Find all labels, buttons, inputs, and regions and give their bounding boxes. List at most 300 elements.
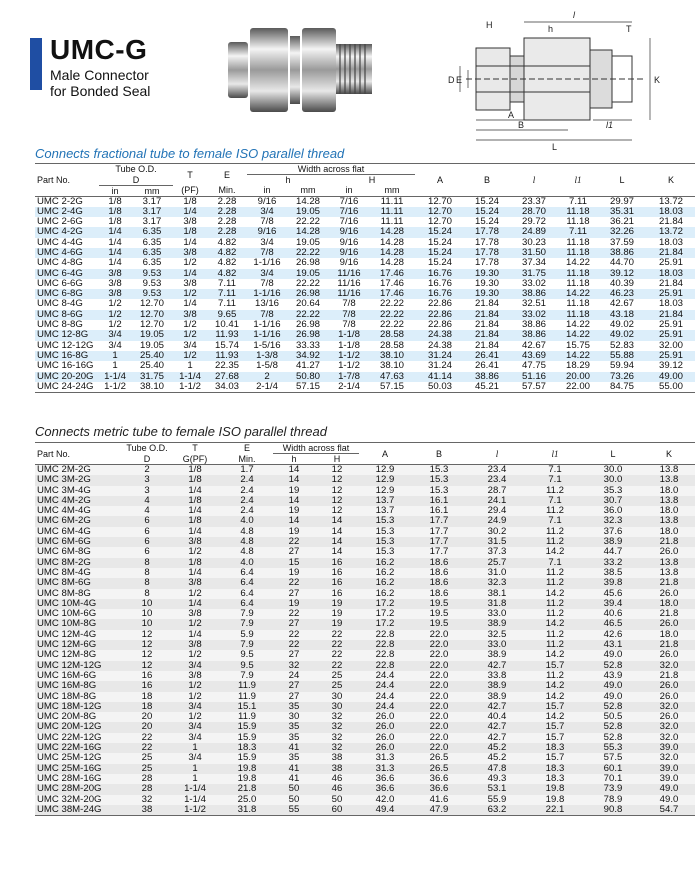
table-cell: 1/4 [108,257,122,269]
part-number-cell: UMC 8M-4G [37,566,91,578]
table-cell: 7.11 [218,288,236,300]
part-number-cell: UMC 4-6G [37,246,83,258]
table-cell: 1-1/4 [179,370,201,382]
product-photo [220,18,380,120]
table-cell: 59.94 [609,360,634,372]
table-cell: 25.91 [658,319,683,331]
table-cell: 49.02 [609,319,634,331]
table-cell: 44.7 [603,546,623,558]
table-cell: 12.9 [375,474,395,486]
part-number-cell: UMC 4M-2G [37,494,91,506]
table-cell: 14.2 [545,546,565,558]
table-cell: 22.0 [429,690,449,702]
table-cell: 1/2 [108,308,122,320]
table-cell: 19.8 [237,762,257,774]
col-B: B [435,448,442,459]
table-cell: 1-1/4 [104,370,126,382]
table-cell: 4.82 [217,267,237,279]
table-cell: 47.9 [429,803,449,815]
fractional-table-row [35,217,695,227]
table-cell: 11.9 [238,711,256,723]
table-cell: 26.0 [375,711,395,723]
table-cell: 57.5 [603,752,623,764]
table-cell: 19.5 [429,608,449,620]
table-cell: 24.38 [427,339,452,351]
fractional-table-row [35,269,695,279]
table-cell: 14.28 [379,236,404,248]
table-cell: 38.9 [487,649,507,661]
table-cell: 4.82 [217,257,237,269]
part-number-cell: UMC 2M-2G [37,464,91,475]
col-h: h [291,454,297,464]
table-cell: 24.38 [427,329,452,341]
table-cell: 55.9 [487,793,507,805]
part-number-cell: UMC 4-4G [37,236,83,248]
table-cell: 11.18 [566,277,590,289]
table-cell: 38.86 [521,329,546,341]
table-cell: 26.0 [659,680,679,692]
table-cell: 18.03 [658,236,683,248]
subtitle-line-1: Male Connector [50,67,149,83]
part-number-cell: UMC 22M-16G [37,742,102,754]
table-cell: 1-1/16 [253,257,281,269]
table-cell: 17.78 [474,257,499,269]
table-cell: 1-1/16 [253,288,281,300]
col-gpf: G(PF) [182,453,208,464]
metric-table-row [35,692,695,702]
table-cell: 3/8 [188,639,202,651]
table-cell: 27 [288,649,300,661]
table-cell: 31.24 [427,349,452,361]
table-cell: 41 [288,772,300,784]
table-cell: 46 [331,772,343,784]
table-cell: 11.9 [238,690,256,702]
table-cell: 22 [288,608,300,620]
table-cell: 3/4 [188,700,202,712]
table-cell: 32 [331,711,343,723]
table-cell: 22.00 [565,380,590,392]
table-cell: 7/8 [342,298,356,310]
table-cell: 1 [112,349,118,361]
col-A: A [381,448,388,459]
table-cell: 40.39 [609,277,634,289]
table-cell: 11.18 [566,246,590,258]
table-cell: 38.9 [487,690,507,702]
part-number-cell: UMC 20M-12G [37,721,102,733]
table-cell: 14.2 [545,711,565,723]
table-cell: 22.1 [545,803,565,815]
diagram-label-l1: l1 [606,120,614,130]
col-l1: l1 [551,448,559,459]
table-cell: 73.26 [609,370,634,382]
table-cell: 19.05 [139,329,164,341]
table-cell: 19.05 [295,267,320,279]
table-cell: 6.4 [240,587,254,599]
metric-table-row [35,671,695,681]
table-cell: 17.46 [379,277,404,289]
table-cell: 36.6 [375,772,395,784]
table-cell: 36.21 [609,216,634,228]
table-cell: 19.8 [237,772,257,784]
part-number-cell: UMC 6M-2G [37,515,91,527]
table-cell: 22.22 [295,277,320,289]
table-cell: 3/4 [183,339,197,351]
table-cell: 21.84 [474,319,499,331]
table-cell: 14 [331,536,343,548]
table-cell: 11.2 [546,597,564,609]
table-cell: 45.2 [487,742,507,754]
table-cell: 25.91 [658,288,683,300]
table-cell: 22.0 [429,742,449,754]
table-cell: 5.9 [240,628,254,640]
diagram-label-D: D [448,75,455,85]
table-cell: 8 [144,577,150,589]
table-cell: 38.9 [487,680,507,692]
table-cell: 52.8 [603,731,623,743]
table-cell: 1-5/8 [256,360,278,372]
table-cell: 31.24 [427,360,452,372]
table-cell: 19.05 [295,205,320,217]
table-cell: 29.97 [609,195,634,207]
table-cell: 1/4 [183,298,197,310]
metric-table-row [35,795,695,805]
table-cell: 3/4 [188,721,202,733]
table-cell: 3/8 [108,277,122,289]
part-number-cell: UMC 6-6G [37,277,83,289]
table-cell: 1/4 [188,566,202,578]
metric-table-row [35,558,695,568]
table-cell: 50 [288,793,300,805]
table-cell: 11.2 [546,566,564,578]
table-cell: 2.28 [217,205,237,217]
part-number-cell: UMC 6-8G [37,288,83,300]
table-cell: 1/4 [108,236,122,248]
col-B: B [483,174,490,185]
table-cell: 32 [141,793,153,805]
part-number-cell: UMC 22M-12G [37,731,102,743]
table-cell: 10 [141,597,153,609]
part-number-cell: UMC 10M-6G [37,608,97,620]
part-number-cell: UMC 12M-12G [37,659,102,671]
fractional-table-row [35,372,695,382]
table-cell: 30.7 [603,494,623,506]
table-cell: 3/4 [108,329,122,341]
table-cell: 43.18 [609,308,634,320]
table-cell: 25 [141,752,153,764]
table-cell: 1-1/2 [179,380,201,392]
table-cell: 32.0 [659,731,679,743]
table-cell: 26.98 [295,329,320,341]
table-cell: 18.29 [565,360,590,372]
fractional-table-row [35,310,695,320]
metric-table-row [35,640,695,650]
table-cell: 22.8 [375,649,395,661]
table-cell: 19 [331,597,343,609]
table-cell: 19.05 [295,236,320,248]
table-cell: 55.88 [609,349,634,361]
table-cell: 15.3 [375,536,395,548]
table-cell: 18.6 [429,566,449,578]
table-cell: 7.11 [218,298,236,310]
table-cell: 11.11 [380,216,404,228]
table-cell: 43.9 [603,669,623,681]
table-cell: 46 [331,783,343,795]
table-cell: 22.22 [379,308,404,320]
metric-table-row [35,702,695,712]
table-cell: 26.0 [659,711,679,723]
metric-table-row [35,506,695,516]
part-number-cell: UMC 12M-6G [37,639,97,651]
col-l1: l1 [574,174,582,185]
metric-table-row [35,547,695,557]
table-cell: 45.6 [603,587,623,599]
table-cell: 7/8 [342,319,356,331]
table-cell: 36.0 [603,505,623,517]
table-cell: 32.3 [487,577,507,589]
part-number-cell: UMC 24-24G [37,380,94,392]
table-cell: 1-1/2 [184,803,206,815]
table-cell: 3/8 [108,267,122,279]
table-cell: 33.02 [521,277,546,289]
table-cell: 4.82 [217,246,237,258]
table-cell: 7.1 [548,515,562,527]
table-cell: 38.9 [487,618,507,630]
table-cell: 60.1 [603,762,623,774]
diagram-label-l: l [573,10,575,20]
table-cell: 35.31 [609,205,634,217]
table-cell: 14.28 [295,226,320,238]
table-cell: 11/16 [337,277,361,289]
table-cell: 16.2 [375,587,395,599]
part-number-cell: UMC 4-2G [37,226,83,238]
table-cell: 1-3/8 [256,349,278,361]
table-cell: 9/16 [339,236,359,248]
table-cell: 38.86 [474,370,499,382]
table-cell: 28 [141,772,153,784]
table-cell: 30 [288,711,300,723]
table-cell: 1/2 [183,329,197,341]
col-l: l [532,174,536,185]
table-cell: 13.8 [659,566,679,578]
table-cell: 11.11 [380,195,404,207]
table-cell: 30 [331,700,343,712]
part-number-cell: UMC 8-6G [37,308,83,320]
table-cell: 1/2 [188,680,202,692]
table-cell: 11.2 [546,639,564,651]
table-cell: 25.7 [487,556,507,568]
table-cell: 40.6 [603,608,623,620]
table-cell: 11.2 [546,628,564,640]
table-cell: 25.91 [658,257,683,269]
table-cell: 11/16 [337,288,361,300]
table-cell: 49.02 [609,329,634,341]
table-cell: 32.0 [659,721,679,733]
table-cell: 2.4 [240,484,254,496]
table-cell: 15.7 [545,752,565,764]
metric-table-row [35,527,695,537]
part-number-cell: UMC 3M-4G [37,484,91,496]
table-cell: 1/2 [183,319,197,331]
table-cell: 22.0 [429,721,449,733]
table-cell: 3/8 [188,669,202,681]
table-cell: 3/8 [183,308,197,320]
table-cell: 39.12 [609,267,634,279]
metric-table-row [35,475,695,485]
table-cell: 22.35 [214,360,239,372]
fractional-table-row [35,279,695,289]
table-cell: 14.28 [379,246,404,258]
table-cell: 14.28 [379,226,404,238]
table-cell: 22 [141,731,153,743]
table-cell: 15.24 [474,195,499,207]
table-cell: 1/4 [188,505,202,517]
col-H: H [333,454,341,464]
table-cell: 19 [288,525,300,537]
table-cell: 15.24 [427,236,452,248]
part-number-cell: UMC 6M-8G [37,546,91,558]
table-cell: 32 [288,659,300,671]
table-cell: 26.98 [295,319,320,331]
table-cell: 21.84 [474,308,499,320]
table-cell: 15.3 [375,515,395,527]
table-cell: 11.18 [566,298,590,310]
table-cell: 1 [192,772,198,784]
table-cell: 30 [331,690,343,702]
table-cell: 15.7 [545,700,565,712]
table-cell: 26.98 [295,257,320,269]
metric-table-row [35,753,695,763]
table-cell: 1/4 [183,236,197,248]
table-cell: 3.17 [142,195,162,207]
metric-table-body [35,465,695,816]
table-cell: 1-1/4 [184,793,206,805]
table-cell: 15.74 [214,339,239,351]
table-cell: 17.7 [429,525,449,537]
table-cell: 49.4 [375,803,395,815]
table-cell: 11.9 [238,680,256,692]
part-number-cell: UMC 6-4G [37,267,83,279]
table-cell: 16.1 [429,494,449,506]
table-cell: 1/8 [108,205,122,217]
table-cell: 21.8 [659,608,679,620]
table-cell: 7.9 [240,669,254,681]
table-cell: 22.0 [429,639,449,651]
diagram-label-E: E [456,75,463,85]
table-cell: 27 [288,618,300,630]
metric-table-row [35,805,695,816]
table-cell: 18.0 [659,484,679,496]
table-cell: 50.80 [295,370,320,382]
table-cell: 2.28 [217,226,237,238]
table-cell: 23.37 [521,195,546,207]
table-cell: 1 [112,360,118,372]
table-cell: 30.23 [521,236,546,248]
dimension-diagram [438,8,688,154]
table-cell: 12.70 [427,195,452,207]
table-cell: 25.91 [658,329,683,341]
table-cell: 16 [331,566,343,578]
table-cell: 14 [288,474,300,486]
table-cell: 14.22 [565,319,590,331]
table-cell: 31.0 [487,566,507,578]
table-cell: 52.83 [609,339,634,351]
table-cell: 26.5 [429,762,449,774]
fractional-table-row [35,330,695,340]
table-cell: 1-1/8 [338,329,360,341]
part-number-cell: UMC 28M-20G [37,783,102,795]
table-cell: 25.0 [237,793,257,805]
table-cell: 15.3 [429,474,449,486]
table-cell: 16.2 [375,566,395,578]
table-cell: 16.2 [375,577,395,589]
table-cell: 4.8 [240,525,254,537]
table-cell: 70.1 [603,772,623,784]
table-cell: 35.3 [603,484,623,496]
table-cell: 18.0 [659,597,679,609]
table-cell: 1-5/16 [253,339,281,351]
col-K: K [667,174,674,185]
table-cell: 12 [331,484,343,496]
table-cell: 14.2 [545,618,565,630]
part-number-cell: UMC 2-6G [37,216,83,228]
table-cell: 90.8 [603,803,623,815]
table-cell: 2 [144,464,150,475]
table-cell: 22.22 [379,319,404,331]
fractional-table-row [35,238,695,248]
part-number-cell: UMC 6M-4G [37,525,91,537]
table-cell: 24.9 [487,515,507,527]
table-cell: 1/2 [183,257,197,269]
table-cell: 11.2 [546,525,564,537]
table-cell: 4.8 [240,546,254,558]
col-H-in: in [345,185,353,196]
table-cell: 3.17 [142,205,162,217]
fractional-table [35,163,695,393]
table-cell: 7.1 [548,474,562,486]
table-cell: 22.22 [295,308,320,320]
table-cell: 12.70 [427,216,452,228]
table-cell: 7.11 [569,195,587,207]
table-cell: 9.5 [240,659,254,671]
table-cell: 21.84 [474,339,499,351]
table-cell: 7/8 [260,277,274,289]
diagram-label-K: K [654,75,661,85]
table-cell: 20 [141,721,153,733]
table-cell: 14.28 [379,257,404,269]
table-cell: 15.3 [429,484,449,496]
table-cell: 47.75 [521,360,546,372]
table-cell: 40.4 [487,711,507,723]
table-cell: 22.8 [375,659,395,671]
table-cell: 32.51 [521,298,546,310]
table-cell: 7.11 [569,226,587,238]
part-number-cell: UMC 4-8G [37,257,83,269]
table-cell: 18 [141,690,153,702]
metric-table-header [35,443,695,465]
table-cell: 4.0 [240,515,254,527]
table-cell: 4 [144,505,150,517]
table-cell: 32.0 [659,700,679,712]
table-cell: 52.8 [603,659,623,671]
table-cell: 22 [288,577,300,589]
metric-table-row [35,486,695,496]
table-cell: 26.98 [295,288,320,300]
table-cell: 18.3 [545,742,565,754]
table-cell: 22.0 [429,711,449,723]
table-cell: 33.0 [487,639,507,651]
table-cell: 15.3 [375,546,395,558]
table-cell: 19.5 [429,618,449,630]
